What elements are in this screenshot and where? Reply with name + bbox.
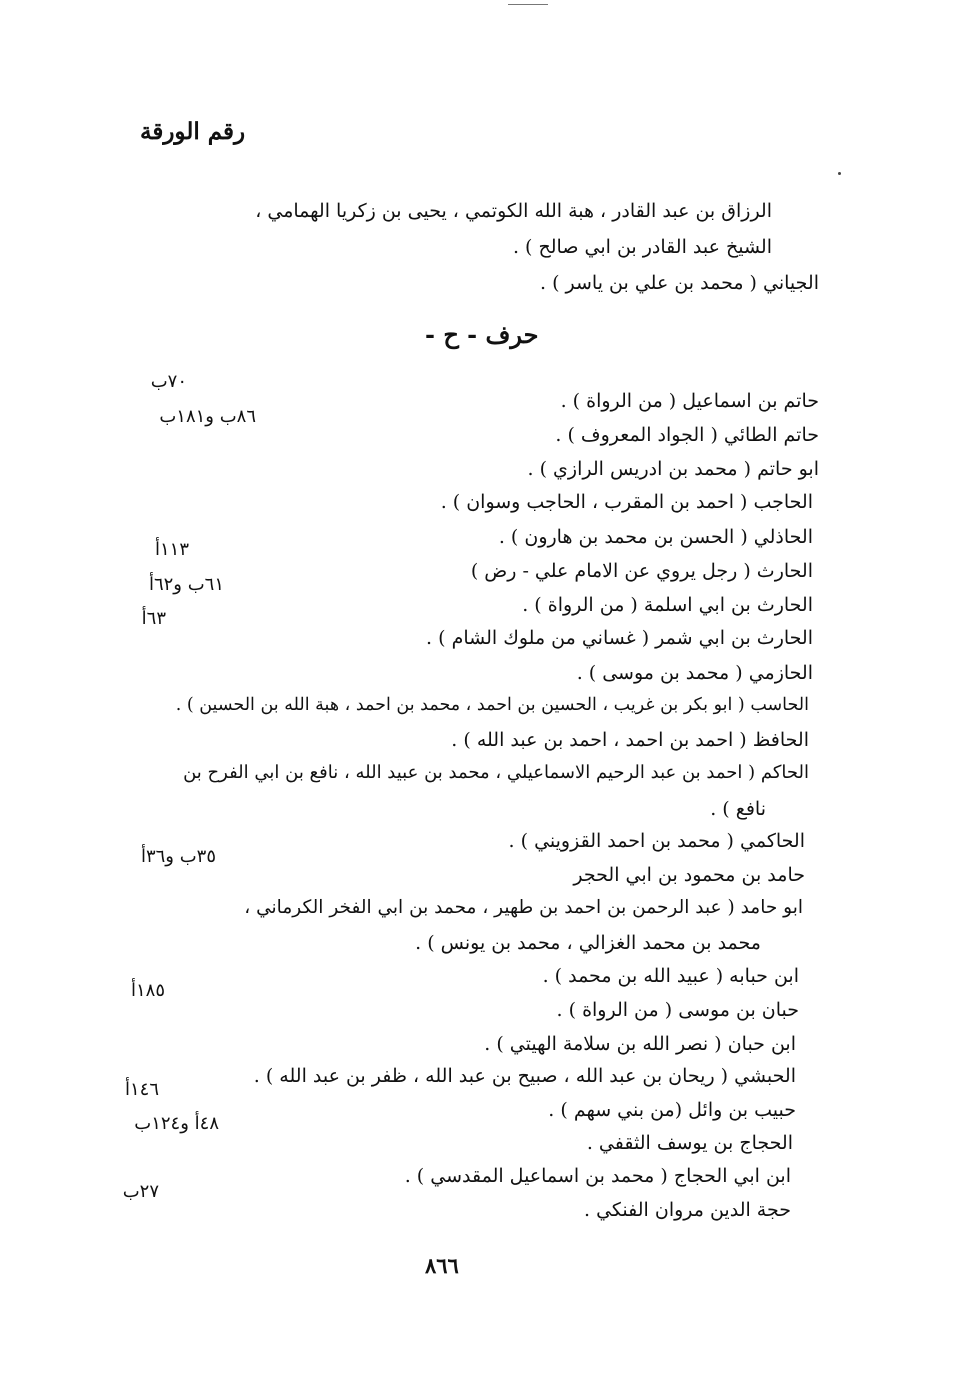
index-entry: الحارث بن ابي اسلمة ( من الرواة ) . [522, 594, 813, 616]
folio-ref: ٦١ب و٦٢أ [148, 574, 224, 595]
index-entry: حامد بن محمود بن ابي الحجر [573, 864, 805, 886]
page-number: ٨٦٦ [425, 1253, 459, 1278]
index-entry: حبيب بن وائل (من بني سهم ) . [548, 1099, 796, 1121]
index-entry: حاتم بن اسماعيل ( من الرواة ) . [560, 390, 819, 412]
folio-ref: ١١٣أ [154, 539, 189, 560]
margin-mark [838, 172, 841, 175]
index-entry: حبان بن موسى ( من الرواة ) . [556, 999, 799, 1021]
index-entry: الحاسب ( ابو بكر بن غريب ، الحسين بن احمد ، محمد بن احمد ، هبة الله بن الحسين ) . [175, 695, 809, 715]
index-entry: ابو حاتم ( محمد بن ادريس الرازي ) . [527, 458, 819, 480]
index-entry: نافع ) . [710, 798, 766, 820]
index-entry: ابو حامد ( عبد الرحمن بن احمد بن طهير ، محمد بن ابي الفخر الكرماني ، [244, 897, 803, 918]
index-entry: ابن ابي الحجاج ( محمد بن اسماعيل المقدسي ) . [404, 1165, 791, 1187]
folio-ref: ٧٠ب [150, 371, 187, 392]
page-header: رقم الورقة [140, 118, 246, 145]
top-rule [508, 4, 548, 5]
index-entry: الحاكمي ( محمد بن احمد القزويني ) . [508, 830, 805, 852]
index-entry: الحازمي ( محمد بن موسى ) . [576, 662, 813, 684]
folio-ref: ٢٧ب [122, 1181, 159, 1202]
index-entry: الحاجب ( احمد بن المقرب ، الحاجب وسوان ) . [440, 491, 813, 513]
index-entry: محمد بن محمد الغزالي ، محمد بن يونس ) . [415, 932, 761, 954]
folio-ref: ٦٣أ [141, 608, 166, 629]
index-entry: الحاكم ( احمد بن عبد الرحيم الاسماعيلي ، محمد بن عبيد الله ، نافع بن ابي الفرح بن [183, 762, 809, 783]
index-entry: حجة الدين مروان الفنكي . [584, 1199, 791, 1221]
section-title: حرف - ح - [425, 320, 539, 349]
folio-ref: ١٨٥أ [130, 980, 165, 1001]
folio-ref: ١٤٦أ [124, 1079, 159, 1100]
index-entry: الحاذلي ( الحسن بن محمد بن هارون ) . [498, 526, 813, 548]
folio-ref: ٣٥ب و٣٦أ [140, 846, 216, 867]
index-entry: حاتم الطائي ( الجواد المعروف ) . [555, 424, 819, 446]
index-entry: ابن حبابه ( عبيد الله بن محمد ) . [542, 965, 799, 987]
index-entry: الحارث ( رجل يروي عن الامام علي - رض ) [470, 560, 813, 582]
index-entry: الحافظ ( احمد بن احمد ، احمد بن عبد الله ) . [451, 729, 809, 751]
index-entry: الحجاج بن يوسف الثقفي . [586, 1132, 793, 1154]
intro-line: الرزاق بن عبد القادر ، هبة الله الكوتمي ، يحيى بن زكريا الهمامي ، [255, 200, 772, 222]
index-entry: ابن حبان ( نصر الله بن سلامة الهيتي ) . [484, 1033, 796, 1055]
intro-line: الشيخ عبد القادر بن ابي صالح ) . [512, 236, 772, 258]
folio-ref: ٨٦ب و١٨١ب [159, 406, 256, 427]
index-entry: الحارث بن ابي شمر ( غساني من ملوك الشام ) . [426, 627, 813, 649]
index-entry: الحبشي ( ريحان بن عبد الله ، صبيح بن عبد الله ، ظفر بن عبد الله ) . [253, 1065, 796, 1087]
folio-ref: ٤٨أ و١٢٤ب [134, 1113, 219, 1134]
intro-line: الجياني ( محمد بن علي بن ياسر ) . [539, 272, 819, 294]
